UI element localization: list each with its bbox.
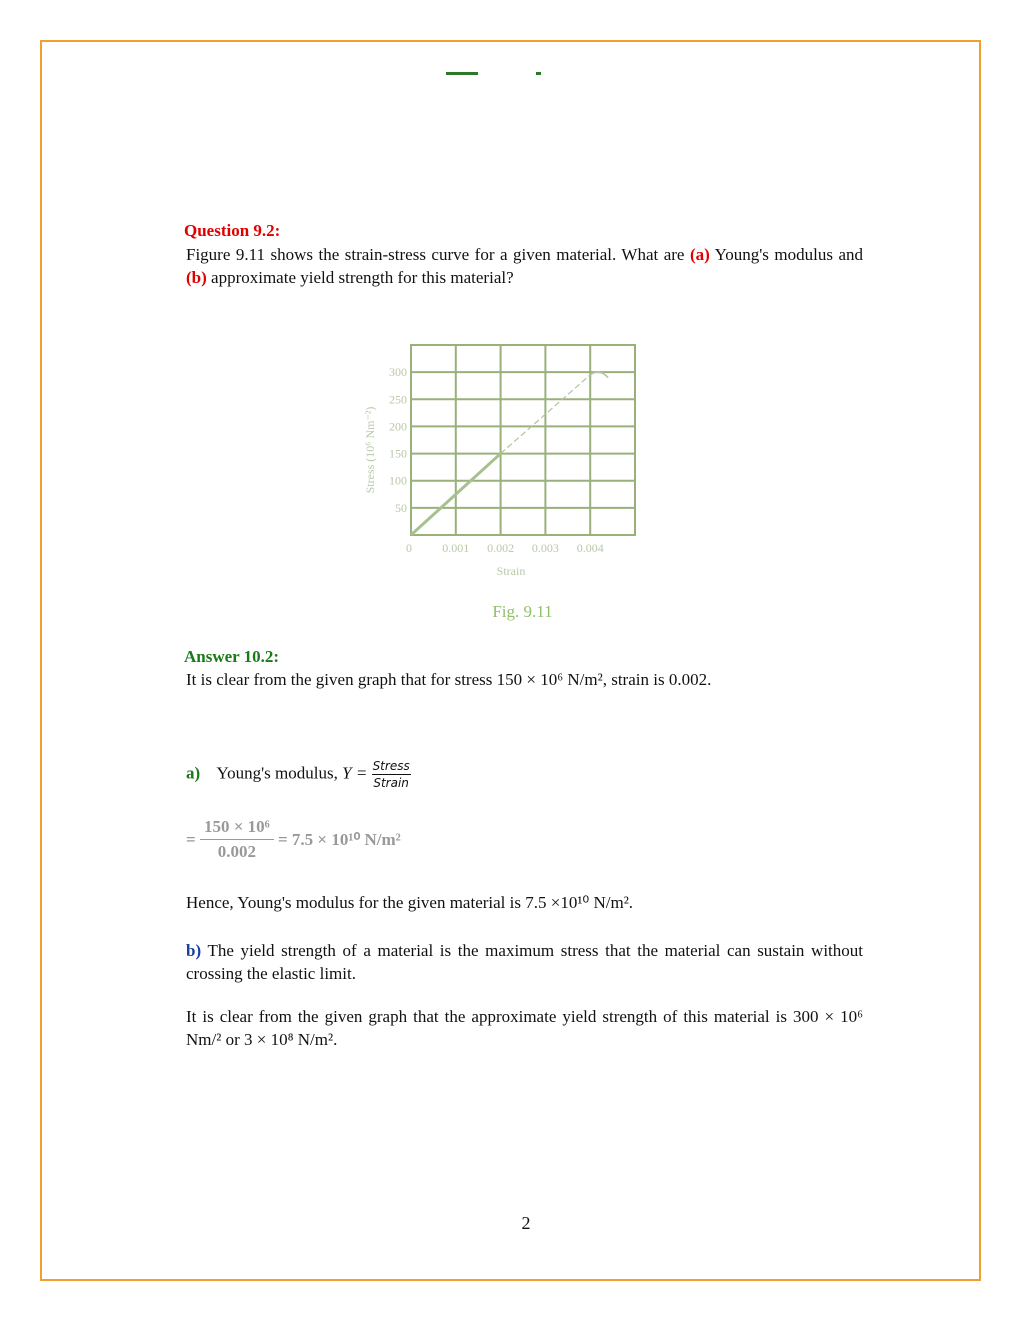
x-tick-label: 0.001 <box>442 541 470 555</box>
x-tick-label: 0.002 <box>487 541 515 555</box>
part-b-text: b) The yield strength of a material is the maximum stress that the material can sustain without crossing the elastic limit. <box>186 941 863 983</box>
y-axis-label: Stress (10⁶ Nm⁻²) <box>363 406 377 494</box>
hence-text: Hence, Young's modulus for the given material is 7.5 ×10¹⁰ N/m². <box>186 893 634 912</box>
y-tick-label: 300 <box>389 365 407 380</box>
conclusion-text: It is clear from the given graph that the approximate yield strength of this material is 300 × 10⁶ Nm/² or 3 × 10⁸ N/m². <box>186 1007 863 1049</box>
y-tick-label: 200 <box>389 419 407 434</box>
question-heading: Question 9.2: <box>184 221 281 240</box>
page-number: 2 <box>521 1213 531 1233</box>
x-axis-label: Strain <box>496 564 526 578</box>
x-tick-label: 0 <box>406 541 412 555</box>
y-tick-label: 250 <box>389 392 407 407</box>
stress-strain-chart <box>350 335 650 585</box>
question-text: Figure 9.11 shows the strain-stress curve for a given material. What are (a) Young's modulus and (b) approximate yield strength for this material? <box>186 245 864 287</box>
y-tick-label: 50 <box>395 500 407 515</box>
y-tick-label: 100 <box>389 473 407 488</box>
figure-caption: Fig. 9.11 <box>492 602 553 621</box>
header-logo-fragment <box>446 72 478 75</box>
page-border <box>40 40 981 1281</box>
header-logo-fragment <box>536 72 541 75</box>
x-tick-label: 0.003 <box>531 541 559 555</box>
youngs-modulus-calculation: = $\frac{\text{150 × 10⁶}}{0.002}$ = 7.5 × 10¹⁰ N/m² <box>186 817 401 861</box>
x-tick-label: 0.004 <box>576 541 604 555</box>
youngs-modulus-formula: a) Young's modulus, Y = $\frac{\text{Stress}}{\text{Strain}}$ <box>186 759 410 790</box>
y-tick-label: 150 <box>389 446 407 461</box>
answer-intro: It is clear from the given graph that for stress 150 × 10⁶ N/m², strain is 0.002. <box>186 670 712 689</box>
answer-heading: Answer 10.2: <box>184 647 280 666</box>
